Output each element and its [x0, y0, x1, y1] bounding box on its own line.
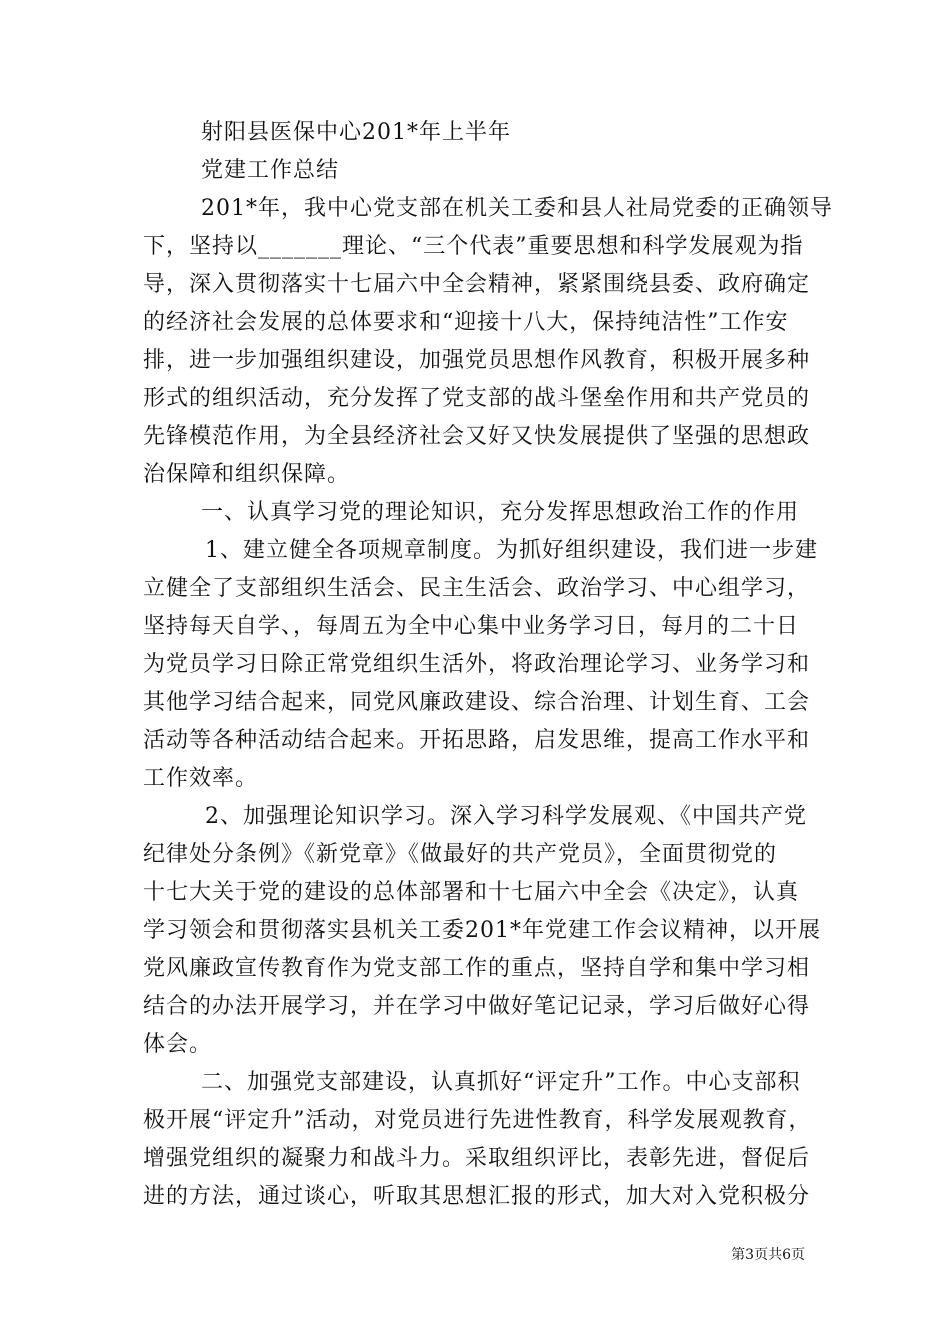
- text-line: 先锋模范作用，为全县经济社会又好又快发展提供了坚强的思想政: [143, 424, 811, 449]
- text-line: 增强党组织的凝聚力和战斗力。采取组织评比，表彰先进，督促后: [143, 1146, 811, 1171]
- text-line: 的经济社会发展的总体要求和“迎接十八大，保持纯洁性”工作安: [143, 310, 789, 335]
- text-line: 坚持每天自学、，每周五为全中心集中业务学习日，每月的二十日: [143, 614, 800, 639]
- text-line: 2、加强理论知识学习。深入学习科学发展观、《中国共产党: [205, 804, 807, 829]
- text-line: 体会。: [143, 1032, 213, 1057]
- text-line: 极开展“评定升”活动，对党员进行先进性教育，科学发展观教育，: [143, 1108, 812, 1133]
- text-line: 下，坚持以_______理论、“三个代表”重要思想和科学发展观为指: [143, 234, 804, 259]
- page-number: 第3页共6页: [731, 1247, 805, 1263]
- text-line: 党建工作总结: [201, 158, 340, 183]
- text-line: 二、加强党支部建设，认真抓好“评定升”工作。中心支部积: [201, 1070, 801, 1095]
- text-line: 十七大关于党的建设的总体部署和十七届六中全会《决定》，认真: [143, 880, 800, 905]
- text-line: 201*年，我中心党支部在机关工委和县人社局党委的正确领导: [201, 196, 833, 221]
- text-line: 治保障和组织保障。: [143, 462, 351, 487]
- text-line: 其他学习结合起来，同党风廉政建设、综合治理、计划生育、工会: [143, 690, 811, 715]
- text-line: 为党员学习日除正常党组织生活外，将政治理论学习、业务学习和: [143, 652, 811, 677]
- text-line: 1、建立健全各项规章制度。为抓好组织建设，我们进一步建: [205, 538, 818, 563]
- text-line: 射阳县医保中心201*年上半年: [201, 120, 511, 145]
- text-line: 形式的组织活动，充分发挥了党支部的战斗堡垒作用和共产党员的: [143, 386, 811, 411]
- text-line: 导，深入贯彻落实十七届六中全会精神，紧紧围绕县委、政府确定: [143, 272, 811, 297]
- text-line: 立健全了支部组织生活会、民主生活会、政治学习、中心组学习，: [143, 576, 811, 601]
- text-line: 党风廉政宣传教育作为党支部工作的重点，坚持自学和集中学习相: [143, 956, 811, 981]
- text-line: 学习领会和贯彻落实县机关工委201*年党建工作会议精神，以开展: [143, 918, 821, 943]
- document-body: [143, 114, 833, 1216]
- text-line: 工作效率。: [143, 766, 259, 791]
- text-line: 活动等各种活动结合起来。开拓思路，启发思维，提高工作水平和: [143, 728, 811, 753]
- text-line: 进的方法，通过谈心，听取其思想汇报的形式，加大对入党积极分: [143, 1184, 811, 1209]
- text-line: 纪律处分条例》《新党章》《做最好的共产党员》，全面贯彻党的: [143, 842, 778, 867]
- text-line: 结合的办法开展学习，并在学习中做好笔记记录，学习后做好心得: [143, 994, 811, 1019]
- text-line: 一、认真学习党的理论知识，充分发挥思想政治工作的作用: [201, 500, 800, 525]
- text-line: 排，进一步加强组织建设，加强党员思想作风教育，积极开展多种: [143, 348, 811, 373]
